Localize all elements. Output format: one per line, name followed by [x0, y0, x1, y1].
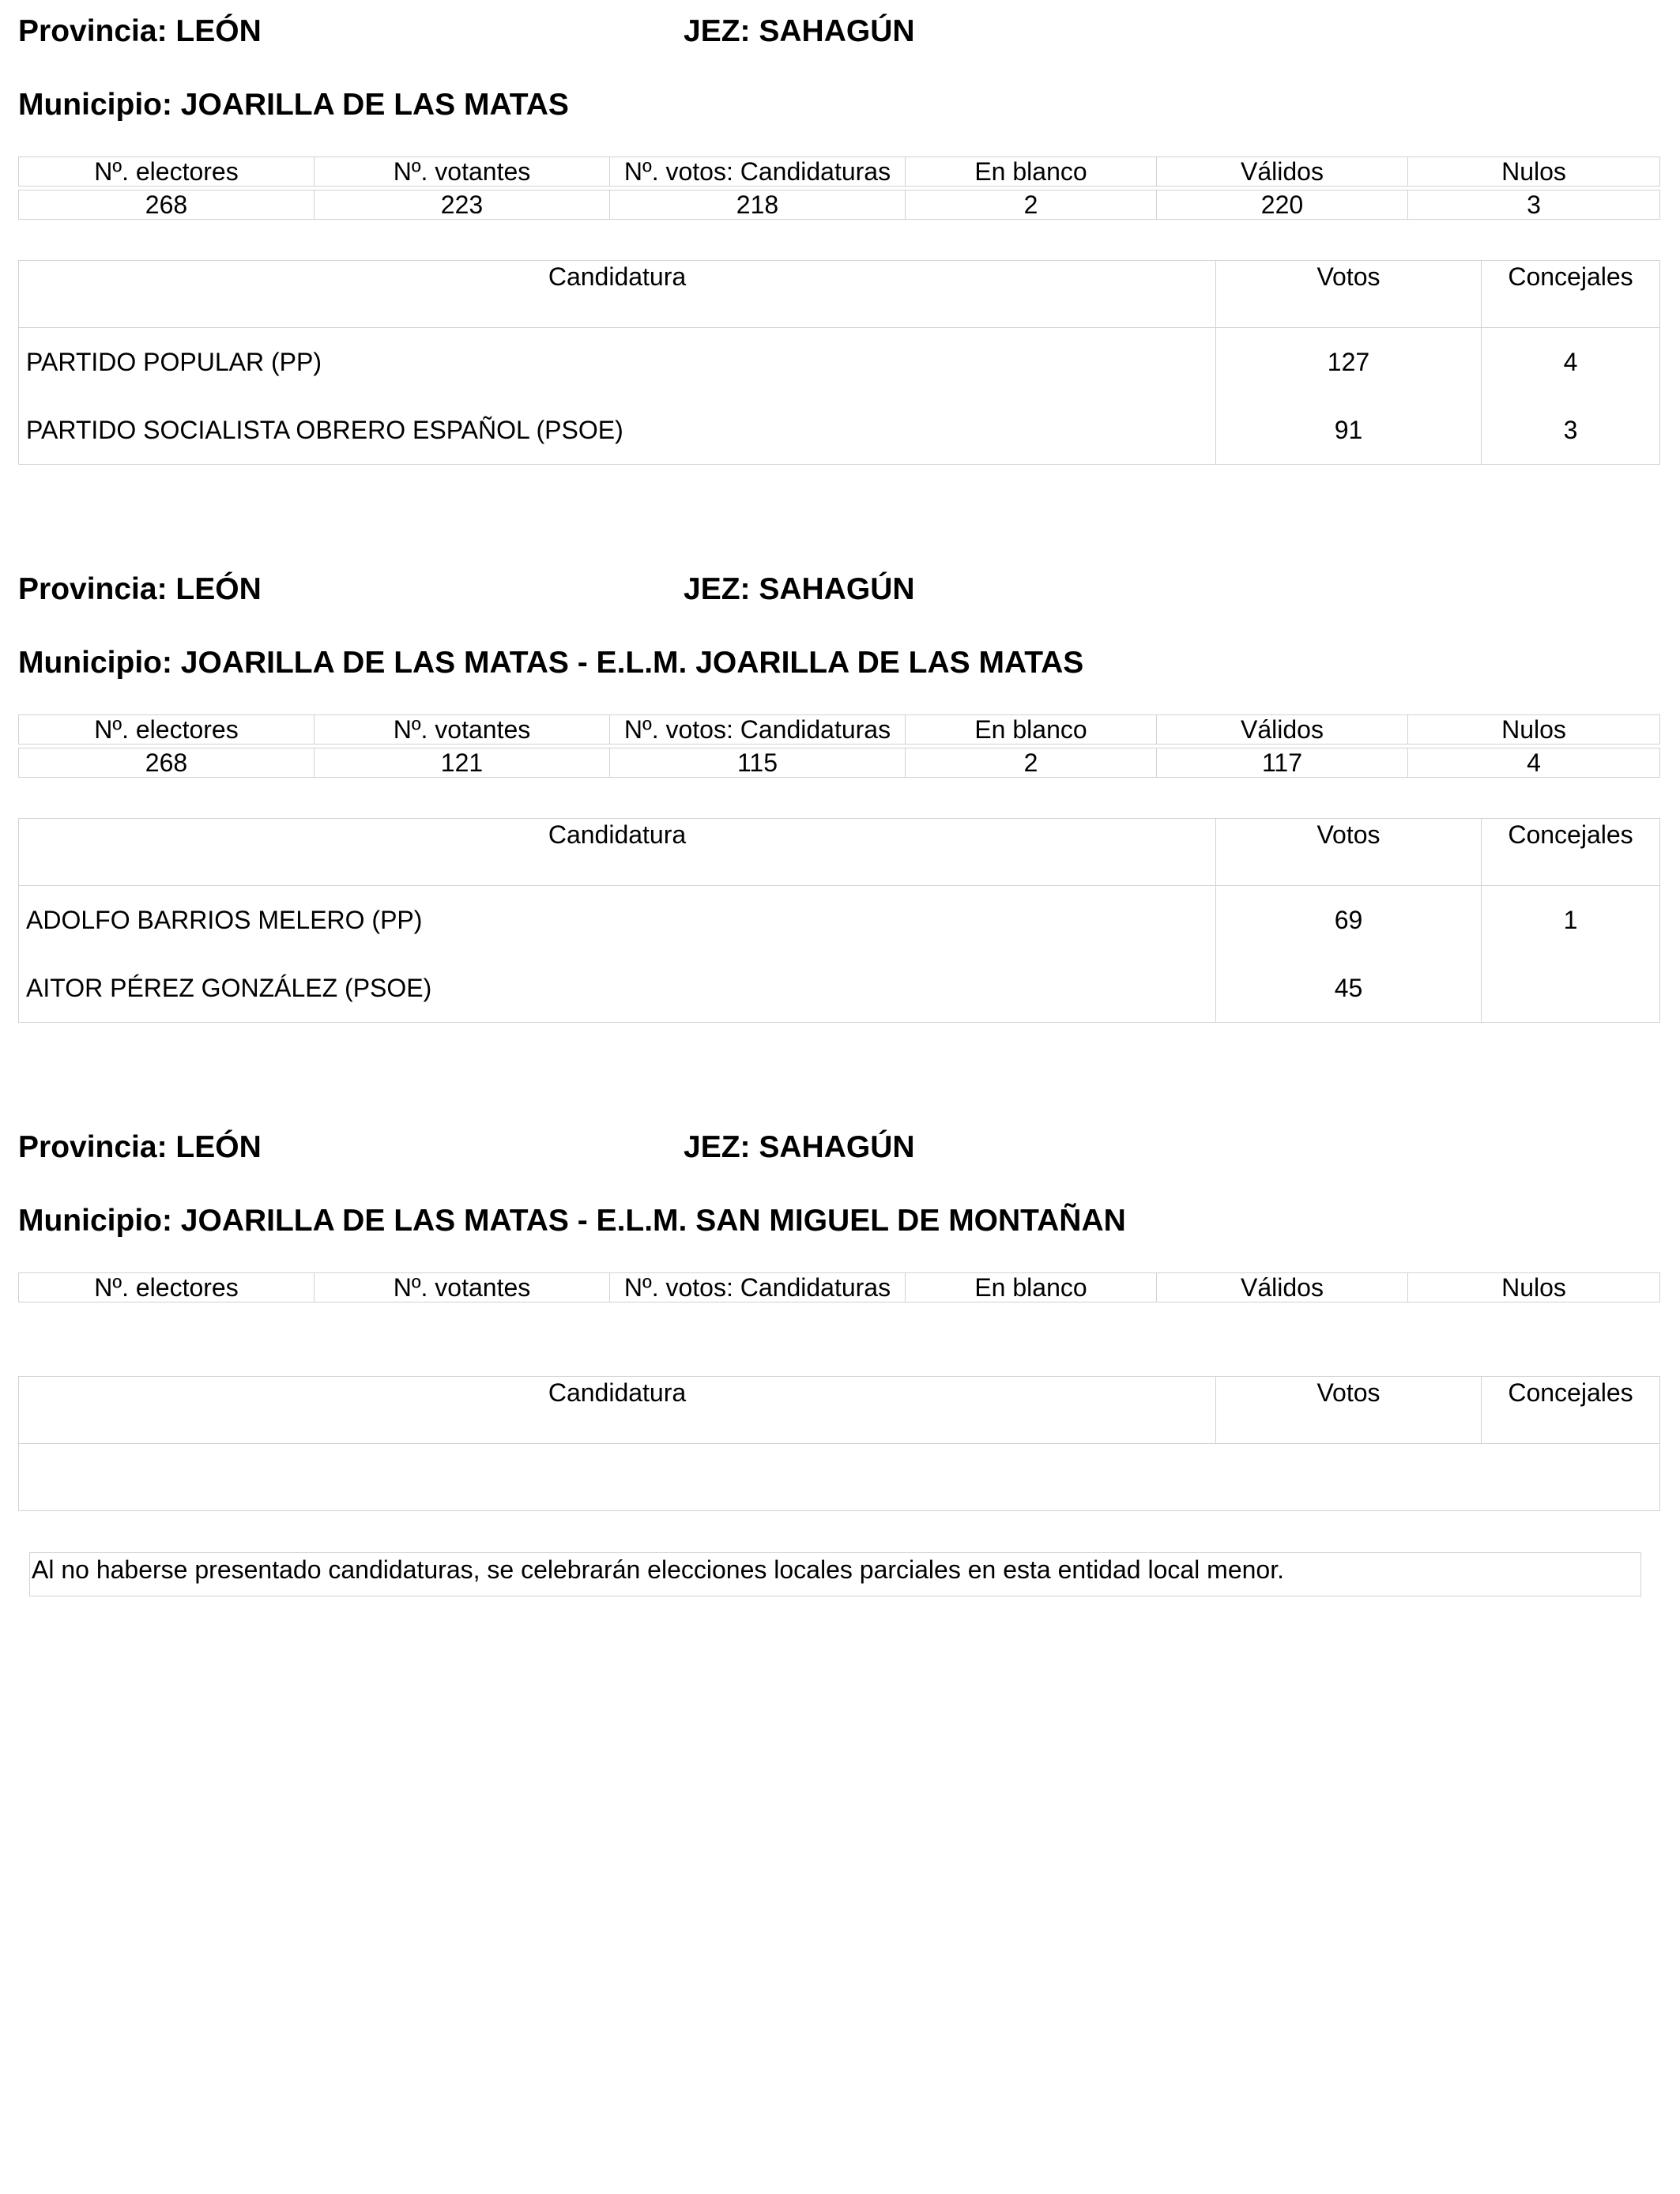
- candidate-name: ADOLFO BARRIOS MELERO (PP): [19, 886, 1216, 955]
- stats-header-cell: Nº. electores: [19, 157, 315, 187]
- candidate-name: AITOR PÉREZ GONZÁLEZ (PSOE): [19, 954, 1216, 1023]
- stats-table: [18, 714, 1660, 778]
- candidate-concejales: 3: [1482, 396, 1660, 465]
- stats-value-cell: 2: [906, 190, 1157, 220]
- municipio-title: Municipio: JOARILLA DE LAS MATAS - E.L.M. SAN MIGUEL DE MONTAÑAN: [18, 1204, 1126, 1238]
- votos-header: Votos: [1216, 1377, 1482, 1444]
- stats-header-cell: Válidos: [1157, 715, 1408, 745]
- election-section-1: [18, 16, 1659, 466]
- candidate-name: PARTIDO SOCIALISTA OBRERO ESPAÑOL (PSOE): [19, 396, 1216, 465]
- stats-header-cell: Nº. votos: Candidaturas: [610, 1273, 906, 1302]
- concejales-header: Concejales: [1482, 1377, 1660, 1444]
- candidatura-header: Candidatura: [19, 261, 1216, 328]
- stats-header-cell: Nº. electores: [19, 1273, 315, 1302]
- empty-candidate-row: [19, 1444, 1660, 1511]
- stats-header-row: [19, 715, 1660, 745]
- stats-value-cell: 117: [1157, 748, 1408, 778]
- stats-value-cell: 121: [315, 748, 610, 778]
- stats-value-cell: 268: [19, 190, 315, 220]
- candidatura-header: Candidatura: [19, 819, 1216, 886]
- candidate-row: [19, 328, 1660, 397]
- stats-value-cell: 218: [610, 190, 906, 220]
- stats-table: [18, 1272, 1660, 1302]
- stats-value-cell: 223: [315, 190, 610, 220]
- votos-header: Votos: [1216, 819, 1482, 886]
- stats-header-cell: Nº. electores: [19, 715, 315, 745]
- stats-value-cell: 4: [1408, 748, 1660, 778]
- stats-header-cell: Nº. votos: Candidaturas: [610, 715, 906, 745]
- candidate-votos: 127: [1216, 328, 1482, 397]
- stats-header-cell: Nulos: [1408, 715, 1660, 745]
- stats-header-cell: Válidos: [1157, 1273, 1408, 1302]
- jez-label: JEZ: SAHAGÚN: [684, 1130, 915, 1164]
- candidate-row: [19, 886, 1660, 955]
- votos-header: Votos: [1216, 261, 1482, 328]
- provincia-label: Provincia: LEÓN: [18, 572, 262, 606]
- jez-label: JEZ: SAHAGÚN: [684, 572, 915, 606]
- candidates-table: [18, 260, 1660, 465]
- stats-value-cell: 220: [1157, 190, 1408, 220]
- candidate-concejales: [1482, 954, 1660, 1023]
- stats-header-cell: En blanco: [906, 715, 1157, 745]
- candidate-row: [19, 954, 1660, 1023]
- candidates-table: [18, 818, 1660, 1023]
- candidate-name: PARTIDO POPULAR (PP): [19, 328, 1216, 397]
- stats-value-row: [19, 190, 1660, 220]
- stats-header-cell: Nº. votantes: [315, 157, 610, 187]
- empty-cell: [19, 1444, 1660, 1511]
- stats-header-cell: Nº. votantes: [315, 1273, 610, 1302]
- candidate-concejales: 1: [1482, 886, 1660, 955]
- concejales-header: Concejales: [1482, 819, 1660, 886]
- municipio-title: Municipio: JOARILLA DE LAS MATAS - E.L.M. JOARILLA DE LAS MATAS: [18, 646, 1084, 680]
- stats-value-cell: 3: [1408, 190, 1660, 220]
- candidate-votos: 69: [1216, 886, 1482, 955]
- candidate-votos: 45: [1216, 954, 1482, 1023]
- election-section-3: [18, 1132, 1659, 1511]
- stats-value-cell: 268: [19, 748, 315, 778]
- candidate-concejales: 4: [1482, 328, 1660, 397]
- election-section-2: [18, 574, 1659, 1024]
- note-box: Al no haberse presentado candidaturas, se celebrarán elecciones locales parciales en esta entidad local menor.: [29, 1552, 1641, 1596]
- stats-header-cell: Nº. votantes: [315, 715, 610, 745]
- stats-header-cell: En blanco: [906, 157, 1157, 187]
- stats-header-cell: Válidos: [1157, 157, 1408, 187]
- stats-header-cell: Nulos: [1408, 157, 1660, 187]
- candidates-header-row: [19, 261, 1660, 328]
- stats-value-row: [19, 748, 1660, 778]
- candidate-row: [19, 396, 1660, 465]
- municipio-title: Municipio: JOARILLA DE LAS MATAS: [18, 88, 569, 122]
- jez-label: JEZ: SAHAGÚN: [684, 14, 915, 48]
- candidatura-header: Candidatura: [19, 1377, 1216, 1444]
- candidates-header-row: [19, 819, 1660, 886]
- stats-header-row: [19, 157, 1660, 187]
- candidates-header-row: [19, 1377, 1660, 1444]
- stats-value-cell: 2: [906, 748, 1157, 778]
- candidate-votos: 91: [1216, 396, 1482, 465]
- candidates-table: [18, 1376, 1660, 1511]
- stats-header-cell: Nº. votos: Candidaturas: [610, 157, 906, 187]
- provincia-label: Provincia: LEÓN: [18, 14, 262, 48]
- stats-value-cell: 115: [610, 748, 906, 778]
- stats-table: [18, 156, 1660, 220]
- stats-header-row: [19, 1273, 1660, 1302]
- stats-header-cell: Nulos: [1408, 1273, 1660, 1302]
- concejales-header: Concejales: [1482, 261, 1660, 328]
- provincia-label: Provincia: LEÓN: [18, 1130, 262, 1164]
- stats-header-cell: En blanco: [906, 1273, 1157, 1302]
